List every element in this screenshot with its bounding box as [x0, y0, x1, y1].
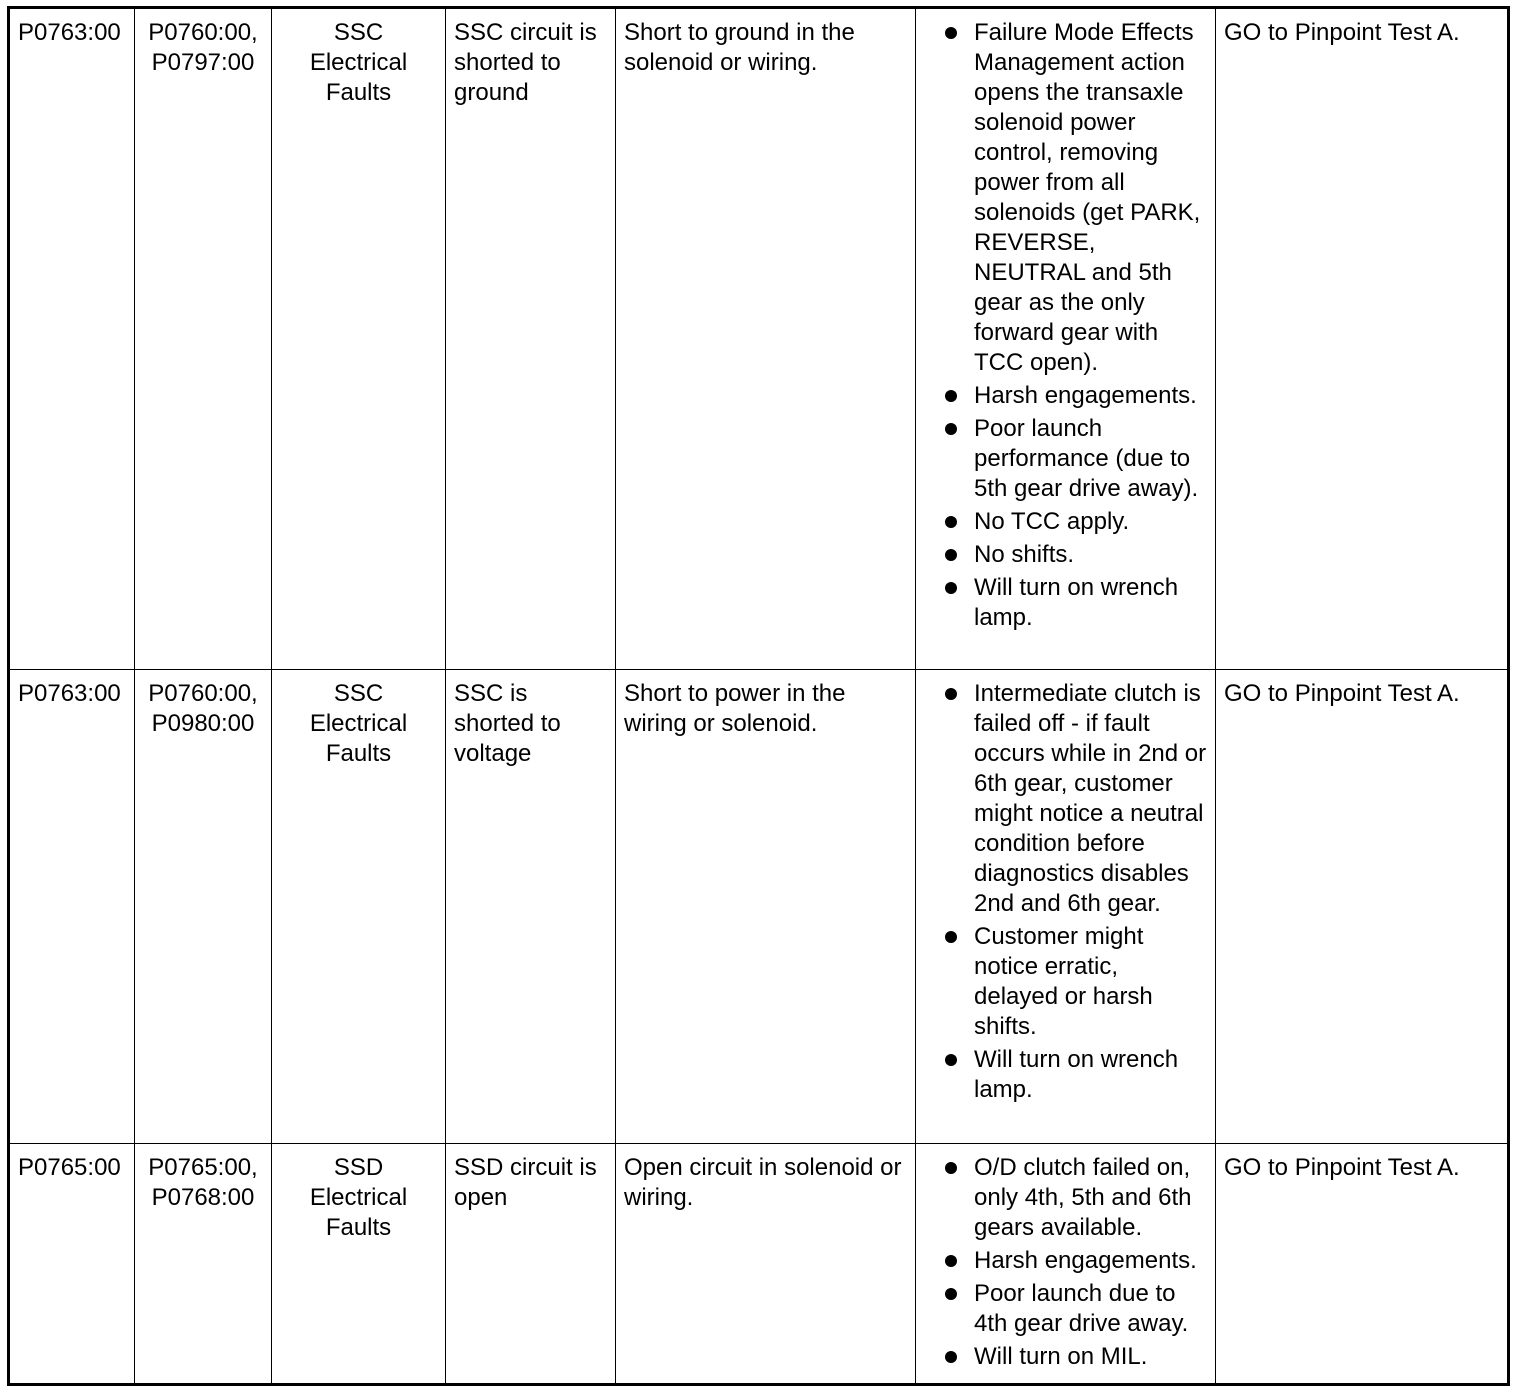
symptom-item: No TCC apply. — [924, 507, 1207, 537]
symptom-list — [924, 1153, 1207, 1372]
component-line: SSD — [333, 1154, 384, 1181]
component-line: Electrical — [309, 710, 408, 737]
component-line: SSC — [333, 680, 384, 707]
component-cell — [272, 8, 446, 670]
symptom-item: Will turn on MIL. — [924, 1342, 1207, 1372]
component-line: Faults — [325, 1214, 392, 1241]
symptom-item: Poor launch due to 4th gear drive away. — [924, 1279, 1207, 1339]
dtc-code-cell: P0765:00 — [9, 1144, 135, 1385]
possible-cause-cell: Short to power in the wiring or solenoid. — [616, 670, 916, 1144]
dtc-code-cell: P0763:00 — [9, 8, 135, 670]
symptom-item: O/D clutch failed on, only 4th, 5th and 6th gears available. — [924, 1153, 1207, 1243]
table-row — [9, 670, 1509, 1144]
symptom-item: Harsh engagements. — [924, 1246, 1207, 1276]
related-dtc-cell — [135, 670, 272, 1144]
symptom-item: No shifts. — [924, 540, 1207, 570]
symptom-item: Customer might notice erratic, delayed or harsh shifts. — [924, 922, 1207, 1042]
component-cell — [272, 670, 446, 1144]
symptoms-cell — [916, 1144, 1216, 1385]
related-dtc: P0980:00 — [151, 710, 255, 737]
symptom-list — [924, 679, 1207, 1105]
related-dtc: P0768:00 — [151, 1184, 255, 1211]
symptom-item: Will turn on wrench lamp. — [924, 573, 1207, 633]
possible-cause-cell: Open circuit in solenoid or wiring. — [616, 1144, 916, 1385]
related-dtc-cell — [135, 8, 272, 670]
symptoms-cell — [916, 8, 1216, 670]
symptom-list — [924, 18, 1207, 633]
related-dtc: P0797:00 — [151, 49, 255, 76]
action-cell: GO to Pinpoint Test A. — [1216, 1144, 1509, 1385]
table-row — [9, 1144, 1509, 1385]
action-cell: GO to Pinpoint Test A. — [1216, 8, 1509, 670]
component-cell — [272, 1144, 446, 1385]
condition-cell: SSC is shorted to voltage — [446, 670, 616, 1144]
symptom-item: Failure Mode Effects Management action opens the transaxle solenoid power control, removing power from all solenoids (get PARK, REVERSE, NEUTRAL and 5th gear as the only forward gear with TCC open). — [924, 18, 1207, 378]
table-row — [9, 8, 1509, 670]
symptom-item: Harsh engagements. — [924, 381, 1207, 411]
related-dtc: P0760:00, — [148, 19, 258, 46]
related-dtc-cell — [135, 1144, 272, 1385]
symptoms-cell — [916, 670, 1216, 1144]
condition-cell: SSC circuit is shorted to ground — [446, 8, 616, 670]
symptom-item: Intermediate clutch is failed off - if fault occurs while in 2nd or 6th gear, customer might notice a neutral condition before diagnostics disables 2nd and 6th gear. — [924, 679, 1207, 919]
condition-cell: SSD circuit is open — [446, 1144, 616, 1385]
component-line: Faults — [325, 79, 392, 106]
component-line: Faults — [325, 740, 392, 767]
possible-cause-cell: Short to ground in the solenoid or wiring. — [616, 8, 916, 670]
dtc-table — [7, 6, 1510, 1386]
related-dtc: P0760:00, — [148, 680, 258, 707]
symptom-item: Will turn on wrench lamp. — [924, 1045, 1207, 1105]
action-cell: GO to Pinpoint Test A. — [1216, 670, 1509, 1144]
component-line: Electrical — [309, 1184, 408, 1211]
dtc-code-cell: P0763:00 — [9, 670, 135, 1144]
related-dtc: P0765:00, — [148, 1154, 258, 1181]
symptom-item: Poor launch performance (due to 5th gear drive away). — [924, 414, 1207, 504]
component-line: Electrical — [309, 49, 408, 76]
component-line: SSC — [333, 19, 384, 46]
